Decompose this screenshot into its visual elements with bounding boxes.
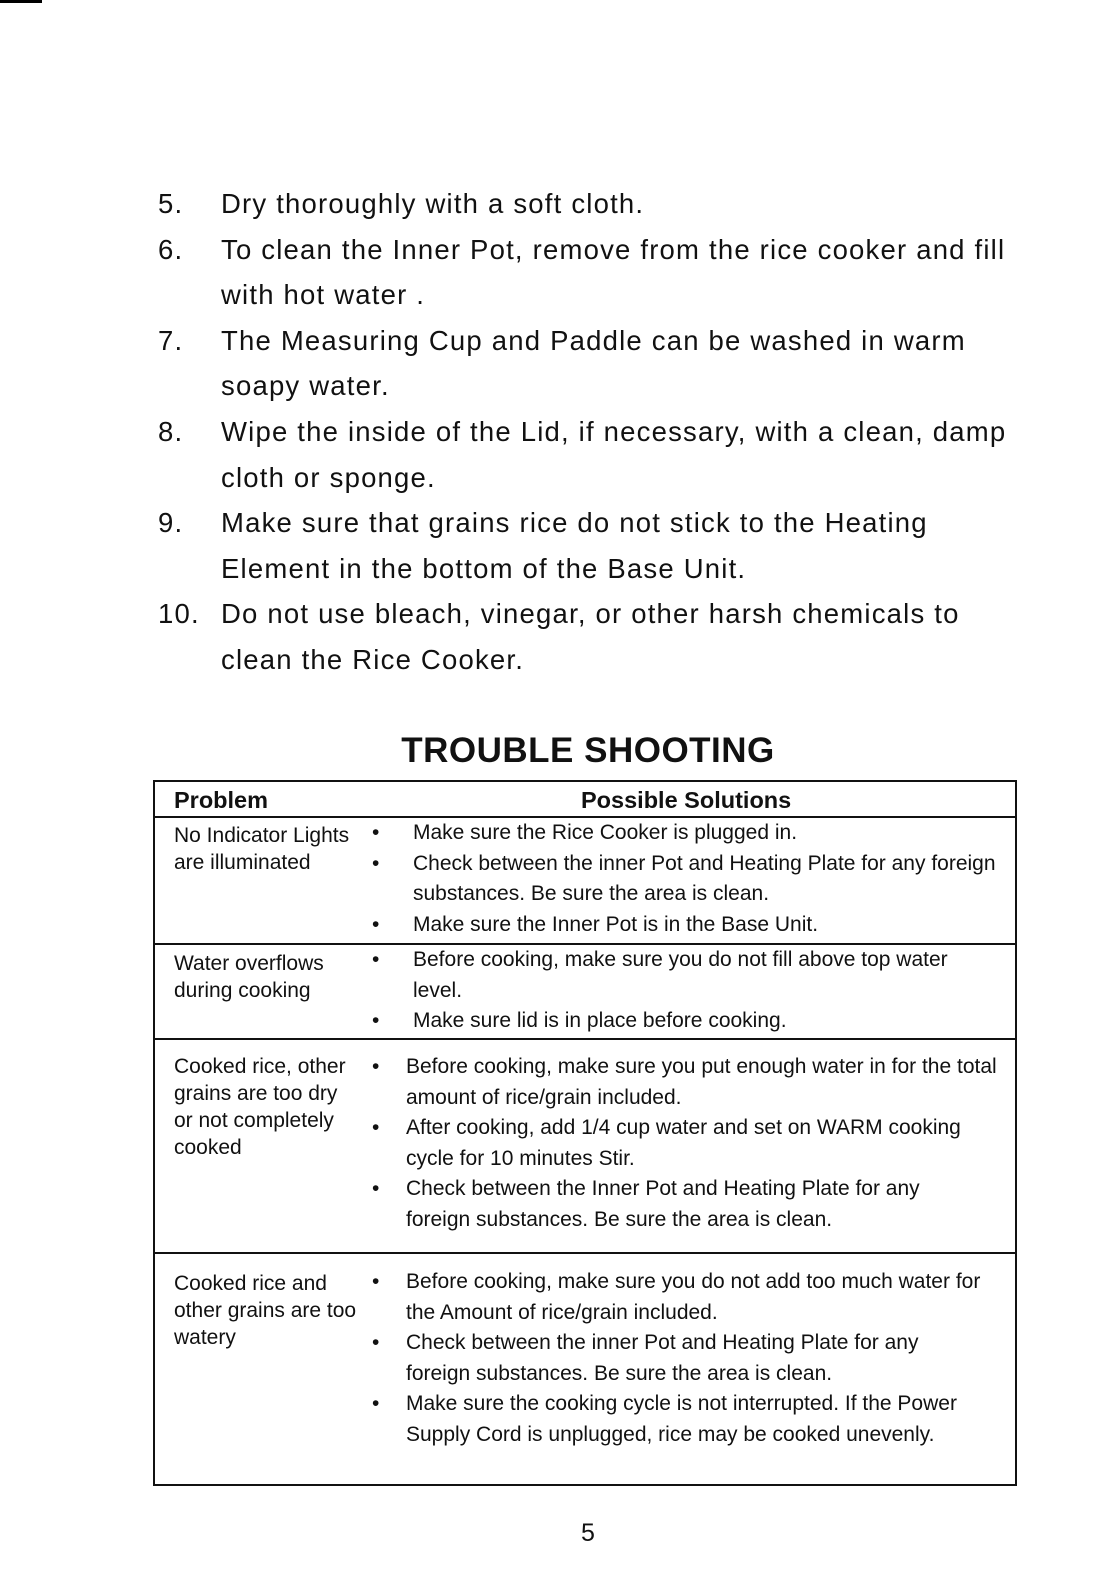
problem-cell: Water overflows during cooking [174, 952, 324, 1002]
table-row [155, 818, 1015, 945]
solution-item [155, 1113, 1015, 1174]
bullet-icon: • [372, 1270, 380, 1293]
solution-text: Check between the inner Pot and Heating Plate for any foreign substances. Be sure the area is clean. [413, 851, 996, 905]
bullet-icon: • [372, 821, 380, 844]
table-row [155, 945, 1015, 1040]
solution-text: Make sure lid is in place before cooking. [413, 1009, 787, 1032]
step-number: 7. [158, 324, 184, 356]
page-number: 5 [581, 1519, 595, 1547]
cleaning-step [158, 318, 1038, 409]
step-text: To clean the Inner Pot, remove from the rice cooker and fill with hot water . [221, 233, 1006, 311]
bullet-icon: • [372, 1009, 380, 1032]
step-number: 6. [158, 233, 184, 265]
problem-cell: Cooked rice and other grains are too watery [174, 1272, 357, 1349]
table-header-row [155, 782, 1015, 818]
table-row [155, 1040, 1015, 1254]
solution-text: Before cooking, make sure you do not fill above top water level. [413, 948, 948, 1002]
cleaning-step [158, 181, 1038, 227]
section-title: TROUBLE SHOOTING [401, 731, 775, 770]
step-text: Wipe the inside of the Lid, if necessary, with a clean, damp cloth or sponge. [221, 415, 1007, 493]
solution-text: After cooking, add 1/4 cup water and set on WARM cooking cycle for 10 minutes Stir. [406, 1116, 961, 1170]
solution-item [155, 818, 1015, 849]
solution-item [155, 1267, 1015, 1328]
step-number: 8. [158, 415, 184, 447]
solution-text: Before cooking, make sure you put enough water in for the total amount of rice/grain included. [406, 1055, 997, 1109]
bullet-icon: • [372, 948, 380, 971]
cleaning-step [158, 500, 1038, 591]
problem-cell: No Indicator Lights are illuminated [174, 824, 350, 874]
solution-item [155, 1174, 1015, 1235]
step-text: Make sure that grains rice do not stick to the Heating Element in the bottom of the Base Unit. [221, 507, 928, 584]
solution-item [155, 1389, 1015, 1450]
step-number: 9. [158, 507, 184, 539]
step-number: 10. [158, 598, 200, 630]
solutions-cell [155, 1052, 1015, 1235]
bullet-icon: • [372, 1116, 380, 1139]
solution-text: Before cooking, make sure you do not add too much water for the Amount of rice/grain included. [406, 1270, 981, 1324]
table-row [155, 1254, 1015, 1484]
bullet-icon: • [372, 1392, 380, 1415]
solution-text: Make sure the cooking cycle is not interrupted. If the Power Supply Cord is unplugged, rice may be cooked unevenly. [406, 1392, 957, 1446]
cleaning-step [158, 409, 1038, 500]
step-text: The Measuring Cup and Paddle can be washed in warm soapy water. [221, 324, 966, 402]
problem-cell: Cooked rice, other grains are too dry or not completely cooked [174, 1055, 346, 1159]
solution-item [155, 945, 1015, 1006]
step-text: Dry thoroughly with a soft cloth. [221, 188, 645, 219]
cleaning-step [158, 591, 1038, 682]
solutions-cell [155, 818, 1015, 940]
step-text: Do not use bleach, vinegar, or other harsh chemicals to clean the Rice Cooker. [221, 598, 960, 675]
bullet-icon: • [372, 1177, 380, 1200]
solution-text: Make sure the Rice Cooker is plugged in. [413, 821, 798, 844]
cleaning-step [158, 227, 1038, 318]
solution-text: Check between the Inner Pot and Heating Plate for any foreign substances. Be sure the area is clean. [406, 1177, 920, 1231]
header-solutions: Possible Solutions [581, 787, 792, 813]
bullet-icon: • [372, 912, 380, 936]
solution-item [155, 849, 1015, 910]
solution-text: Check between the inner Pot and Heating Plate for any foreign substances. Be sure the area is clean. [406, 1331, 919, 1385]
scan-corner-mark [0, 0, 42, 3]
solution-item [155, 1052, 1015, 1113]
bullet-icon: • [372, 1331, 380, 1354]
solutions-cell [155, 1267, 1015, 1450]
solution-item [155, 1328, 1015, 1389]
solutions-cell [155, 945, 1015, 1037]
solution-item [155, 910, 1015, 941]
solution-item [155, 1006, 1015, 1037]
bullet-icon: • [372, 1055, 380, 1078]
step-number: 5. [158, 188, 184, 219]
solution-text: Make sure the Inner Pot is in the Base Unit. [413, 912, 819, 936]
bullet-icon: • [372, 851, 380, 875]
header-problem: Problem [174, 787, 269, 813]
troubleshooting-table [153, 780, 1017, 1486]
cleaning-steps-list [158, 181, 1038, 683]
